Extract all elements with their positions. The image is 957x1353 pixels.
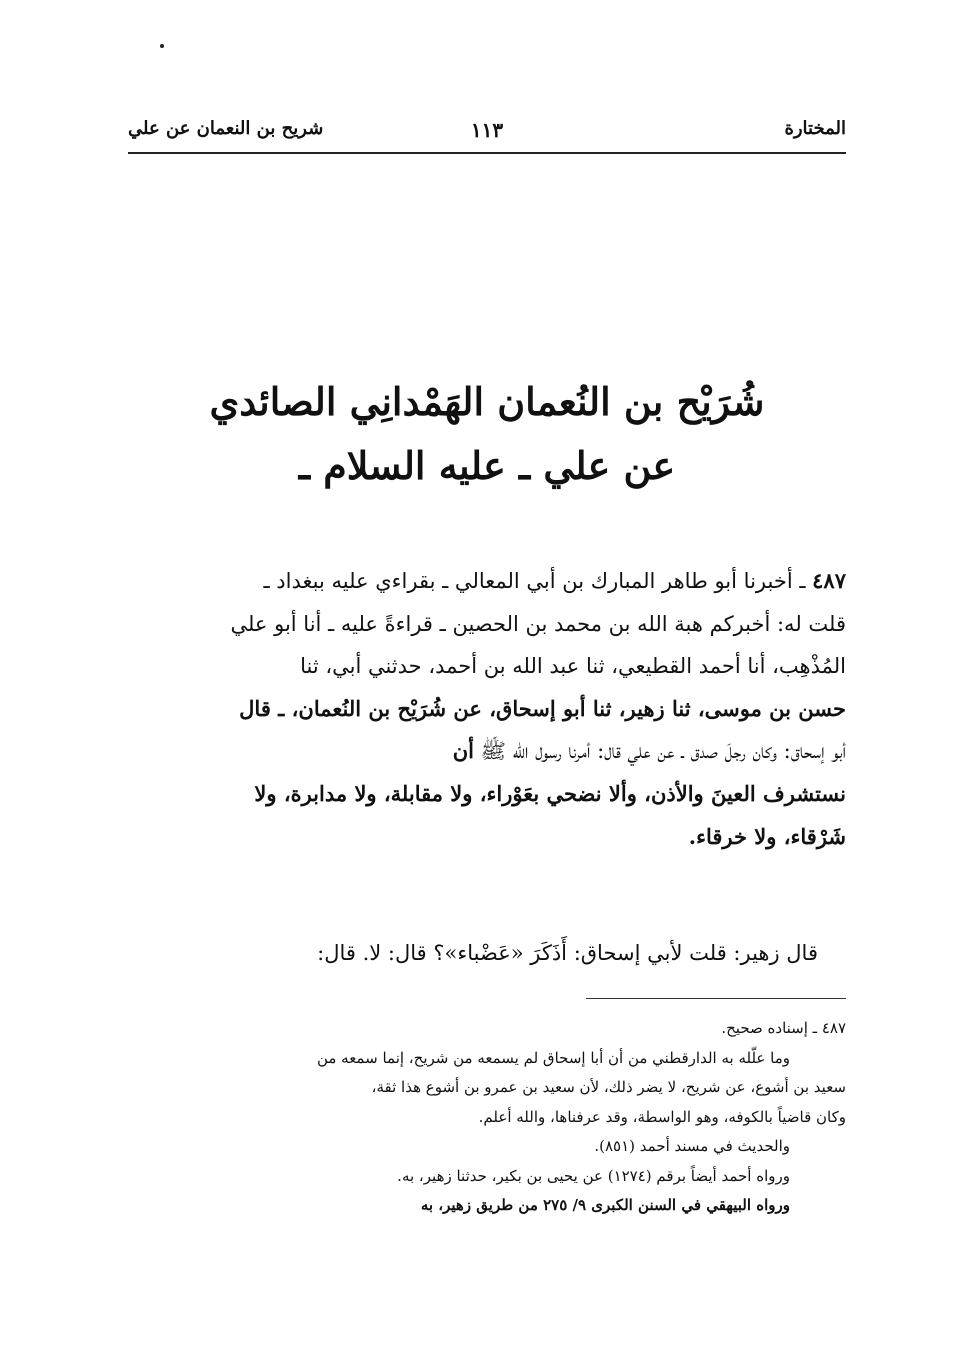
hadith-line-1-text: ـ أخبرنا أبو طاهر المبارك بن أبي المعالي ـ بقراءي عليه ببغداد ـ — [263, 569, 813, 593]
footnote-line-1: ٤٨٧ ـ إسناده صحيح. — [721, 1019, 846, 1037]
hadith-line-5-bold: أن — [452, 738, 474, 764]
header-chapter-title: شريح بن النعمان عن علي — [128, 118, 324, 139]
footnote-line-3: سعيد بن أشوع، عن شريح، لا يضر ذلك، لأن سعيد بن عمرو بن أشوع هذا ثقة، — [371, 1078, 846, 1096]
footnotes — [128, 1014, 846, 1221]
hadith-text — [128, 560, 846, 858]
chapter-title-line-2: عن علي ـ عليه السلام ـ — [298, 443, 676, 488]
hadith-line-4: حسن بن موسى، ثنا زهير، ثنا أبو إسحاق، عن شُرَيْح بن النُعمان، ـ قال — [239, 695, 846, 721]
hadith-continuation: قال زهير: قلت لأبي إسحاق: أَذَكَرَ «عَضْباء»؟ قال: لا. قال: — [317, 941, 818, 965]
footnote-line-5: والحديث في مسند أحمد (٨٥١). — [594, 1137, 790, 1155]
hadith-number: ٤٨٧ — [812, 568, 846, 593]
hadith-line-7: شَرْقاء، ولا خرقاء. — [688, 823, 846, 849]
hadith-line-5-text: أبو إسحاق: وكان رجلَ صدق ـ عن علي قال: أمرنا رسول الله ﷺ — [473, 739, 846, 764]
header-book-title: المختارة — [784, 118, 846, 139]
footnote-separator — [586, 998, 846, 999]
chapter-title-line-1: شُرَيْح بن النُعمان الهَمْدانِي الصائدي — [209, 379, 765, 424]
hadith-line-1 — [128, 560, 846, 603]
hadith-line-5 — [128, 730, 846, 773]
page-number: ١١٣ — [470, 118, 504, 142]
footnote-line-7: ورواه البيهقي في السنن الكبرى ٩/ ٢٧٥ من طريق زهير، به — [420, 1196, 790, 1214]
hadith-line-3: المُذْهِب، أنا أحمد القطيعي، ثنا عبد الله بن أحمد، حدثني أبي، ثنا — [300, 654, 846, 679]
hadith-line-6: نستشرف العينَ والأذن، وألا نضحي بعَوْراء، ولا مقابلة، ولا مدابرة، ولا — [254, 780, 846, 806]
running-header — [128, 112, 846, 154]
footnote-line-6: ورواه أحمد أيضاً برقم (١٢٧٤) عن يحيى بن بكير، حدثنا زهير، به. — [397, 1166, 790, 1185]
hadith-line-2: قلت له: أخبركم هبة الله بن محمد بن الحصين ـ قراءةً عليه ـ أنا أبو علي — [230, 611, 846, 636]
chapter-title — [128, 370, 846, 498]
ink-speck — [160, 44, 164, 48]
footnote-line-2: وما علّله به الدارقطني من أن أبا إسحاق لم يسمعه من شريح، إنما سمعه من — [316, 1048, 790, 1067]
footnote-line-4: وكان قاضياً بالكوفه، وهو الواسطة، وقد عرفناها، والله أعلم. — [478, 1107, 846, 1126]
